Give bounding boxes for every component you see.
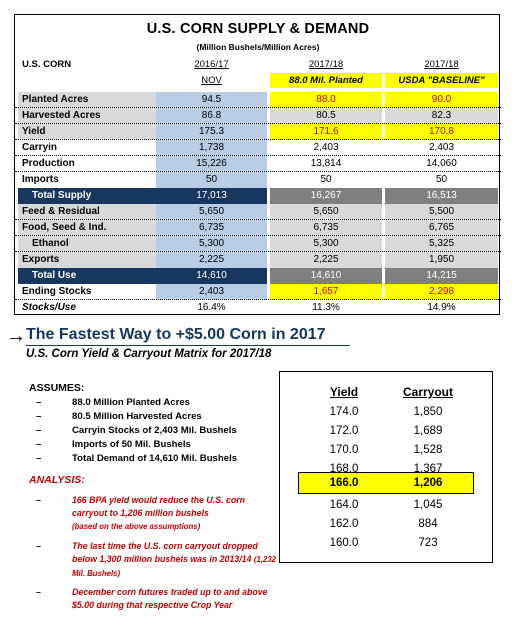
cell: 2,225 — [156, 252, 267, 268]
cell: 1,950 — [385, 252, 498, 268]
carryout-value: 884 — [418, 518, 438, 530]
cell: 90.0 — [385, 92, 498, 107]
yield-value: 166.0 — [329, 477, 359, 489]
yield-value: 164.0 — [329, 499, 359, 511]
cell: 13,814 — [310, 158, 342, 169]
cell: 2,403 — [313, 142, 339, 153]
cell: 2,403 — [156, 284, 267, 299]
cell: 171.6 — [270, 124, 382, 139]
yield-value: 168.0 — [329, 463, 359, 475]
list-item: – Carryin Stocks of 2,403 Mil. Bushels — [36, 425, 237, 436]
row-label: Harvested Acres — [18, 108, 156, 123]
col2-year: 2017/18 — [308, 59, 344, 70]
cell: 16,513 — [385, 188, 498, 204]
carryout-value: 1,689 — [413, 425, 443, 437]
yield-value: 162.0 — [329, 518, 359, 530]
carryout-value: 1,206 — [413, 477, 443, 489]
cell: 5,650 — [270, 204, 382, 219]
list-item: – Total Demand of 14,610 Mil. Bushels — [36, 453, 238, 464]
cell: 15,226 — [156, 156, 267, 171]
row-label: Planted Acres — [18, 92, 156, 107]
table-row — [15, 236, 501, 252]
table-row-total-use — [15, 268, 501, 284]
cell: 2,298 — [385, 284, 498, 299]
table-row — [15, 92, 501, 108]
analysis-text: December corn futures traded up to and above $5.00 during that respective Crop Year — [72, 587, 268, 610]
cell: 14.9% — [427, 302, 456, 313]
row-label: Food, Seed & Ind. — [18, 220, 156, 235]
assumption-text: 88.0 Million Planted Acres — [72, 397, 191, 408]
row-label: Ethanol — [18, 236, 156, 251]
cell: 5,300 — [270, 236, 382, 251]
cell: 170.8 — [385, 124, 498, 139]
table-title: U.S. CORN SUPPLY & DEMAND — [146, 21, 370, 37]
row-label: Imports — [22, 174, 59, 185]
assumption-text: Carryin Stocks of 2,403 Mil. Bushels — [72, 425, 237, 436]
table-row — [15, 252, 501, 268]
title-underline — [26, 345, 350, 346]
cell: 88.0 — [270, 92, 382, 107]
matrix-row — [280, 422, 491, 440]
analysis-note: (1,232 Mil. Bushels) — [72, 554, 276, 578]
section-subtitle: U.S. Corn Yield & Carryout Matrix for 2017/18 — [26, 348, 272, 360]
cell: 5,325 — [385, 236, 498, 251]
table-row — [15, 108, 501, 124]
yield-value: 174.0 — [329, 406, 359, 418]
col3-year: 2017/18 — [424, 59, 459, 70]
list-item: – 88.0 Million Planted Acres — [36, 397, 191, 408]
table-row — [15, 172, 501, 188]
cell: 6,735 — [156, 220, 267, 235]
cell: 82.3 — [385, 108, 498, 123]
table-row — [15, 156, 501, 172]
cell: 11.3% — [312, 302, 340, 313]
table-row-ending-stocks — [15, 284, 501, 300]
table-row — [15, 140, 501, 156]
yield-header: Yield — [329, 385, 359, 399]
carryout-value: 1,045 — [413, 499, 443, 511]
matrix-row-highlighted — [280, 474, 491, 492]
cell: 86.8 — [156, 108, 267, 123]
cell: 16,267 — [270, 188, 382, 204]
cell: 5,300 — [156, 236, 267, 251]
cell: 14,060 — [426, 158, 457, 169]
assumption-text: Imports of 50 Mil. Bushels — [72, 439, 191, 450]
table-row — [15, 220, 501, 236]
col1-year: 2016/17 — [194, 59, 229, 70]
analysis-note: (based on the above assumptions) — [72, 521, 201, 531]
analysis-heading: ANALYSIS: — [29, 474, 85, 486]
cell: 50 — [320, 174, 332, 185]
cell: 6,735 — [270, 220, 382, 235]
cell: 2,403 — [428, 142, 455, 153]
row-label: Stocks/Use — [22, 302, 76, 313]
cell: 94.5 — [156, 92, 267, 107]
row-label: Total Use — [18, 268, 156, 284]
row-label: Exports — [18, 252, 156, 268]
cell: 5,650 — [156, 204, 267, 219]
arrow-icon: → — [6, 325, 26, 347]
cell: 80.5 — [270, 108, 382, 123]
col1-label: NOV — [201, 75, 222, 86]
cell: 5,500 — [385, 204, 498, 219]
cell: 14,215 — [385, 268, 498, 284]
col2-label: 88.0 Mil. Planted — [270, 73, 382, 88]
table-subtitle: (Million Bushels/Million Acres) — [196, 42, 320, 52]
list-item: – 80.5 Million Harvested Acres — [36, 411, 202, 422]
section-title: The Fastest Way to +$5.00 Corn in 2017 — [26, 326, 326, 343]
assumption-text: 80.5 Million Harvested Acres — [72, 411, 202, 422]
row-label: Ending Stocks — [22, 286, 92, 297]
cell: 14,610 — [270, 268, 382, 284]
table-row-total-supply — [15, 188, 501, 204]
cell: 1,657 — [270, 284, 382, 299]
table-row — [15, 124, 501, 140]
carryout-header: Carryout — [402, 385, 453, 399]
cell: 175.3 — [156, 124, 267, 139]
yield-value: 172.0 — [329, 425, 359, 437]
yield-value: 170.0 — [329, 444, 359, 456]
matrix-row — [280, 441, 491, 459]
list-item: – Imports of 50 Mil. Bushels — [36, 439, 191, 450]
row-label: Yield — [18, 124, 156, 139]
cell: 17,013 — [156, 188, 267, 204]
cell: 14,610 — [156, 268, 267, 284]
cell: 50 — [156, 172, 267, 188]
yield-carryout-matrix — [279, 371, 493, 563]
cell: 1,738 — [156, 140, 267, 155]
analysis-text: 166 BPA yield would reduce the U.S. corn carryout to 1,206 million bushels — [72, 495, 246, 518]
row-label: Production — [22, 158, 75, 169]
matrix-row — [280, 515, 491, 533]
table-row — [15, 204, 501, 220]
cell: 6,765 — [385, 220, 498, 235]
matrix-row — [280, 534, 491, 552]
carryout-value: 723 — [418, 537, 438, 549]
supply-demand-table — [14, 14, 500, 315]
carryout-value: 1,850 — [413, 406, 443, 418]
analysis-text: The last time the U.S. corn carryout dropped below 1,300 million bushels was in 2013/14 — [72, 541, 258, 564]
row-header-label: U.S. CORN — [22, 59, 72, 70]
row-label: Carryin — [22, 142, 58, 153]
carryout-value: 1,528 — [413, 444, 443, 456]
cell: 50 — [435, 174, 448, 185]
col3-label: USDA "BASELINE" — [385, 73, 498, 88]
carryout-value: 1,367 — [413, 463, 443, 475]
assumes-heading: ASSUMES: — [29, 382, 85, 394]
row-label: Total Supply — [18, 188, 156, 204]
cell: 16.4% — [197, 302, 226, 313]
row-label: Feed & Residual — [18, 204, 156, 219]
assumption-text: Total Demand of 14,610 Mil. Bushels — [72, 453, 238, 464]
cell: 2,225 — [270, 252, 382, 268]
matrix-row — [280, 403, 491, 421]
table-row — [15, 300, 501, 316]
yield-value: 160.0 — [329, 537, 359, 549]
matrix-row — [280, 496, 491, 514]
